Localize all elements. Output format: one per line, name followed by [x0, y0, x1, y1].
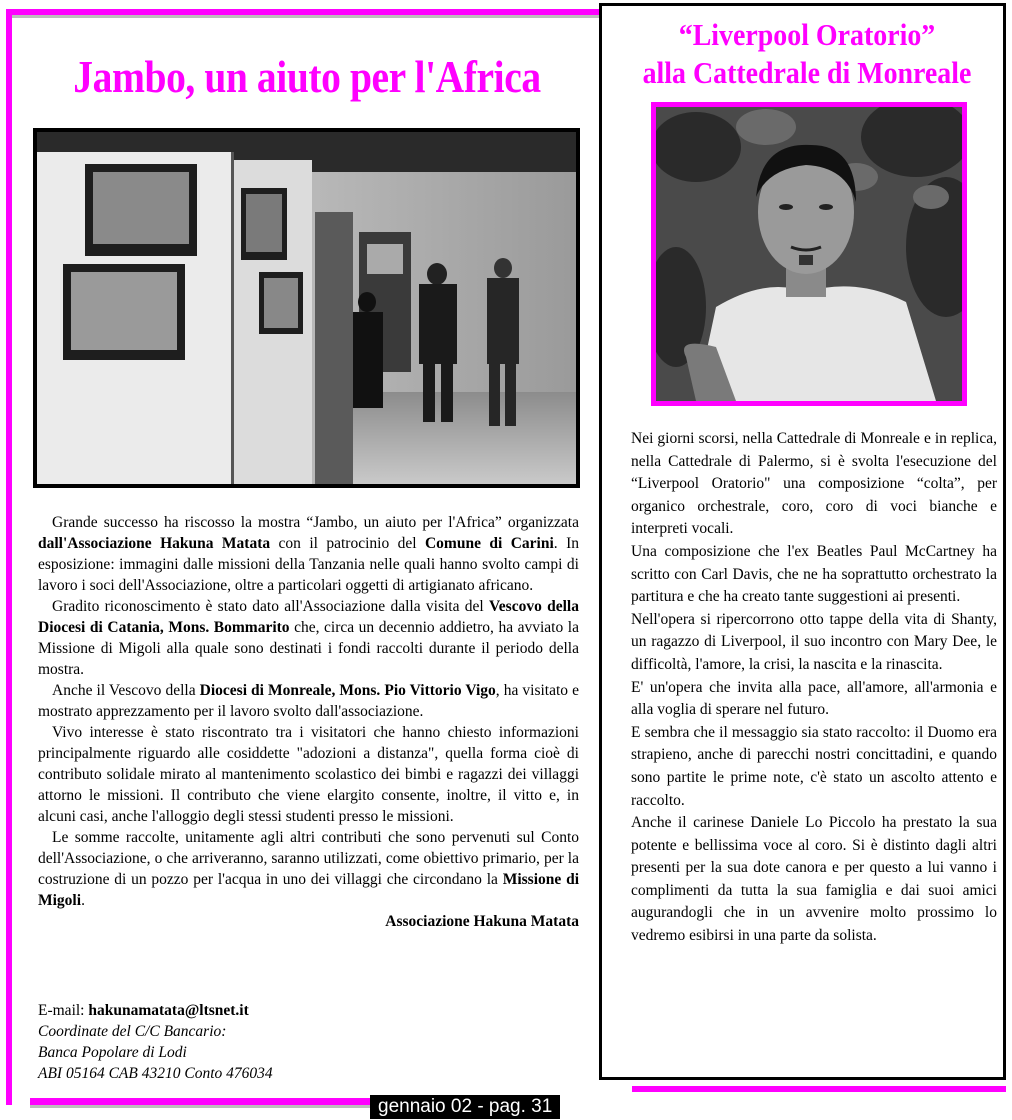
- text-run: Le somme raccolte, unitamente agli altri contributi che sono pervenuti sul Conto dell'Associazione, o che arriveranno, saranno utilizzati, come obiettivo primario, per la costruzione di un pozzo per l'acqua in uno dei villaggi che circondano la: [38, 829, 579, 888]
- bottom-rule-magenta: [30, 1098, 370, 1105]
- right-paragraph: Una composizione che l'ex Beatles Paul McCartney ha scritto con Carl Davis, che ne ha soprattutto orchestrato la partitura e che ha creato tante suggestioni ai presenti.: [631, 542, 997, 606]
- text-run: .: [81, 892, 85, 909]
- left-article-body: [38, 512, 579, 932]
- text-run: Grande successo ha riscosso la mostra “Jambo, un aiuto per l'Africa” organizzata: [52, 514, 579, 531]
- bottom-rule-magenta-right: [632, 1086, 1006, 1092]
- bank-line-3: ABI 05164 CAB 43210 Conto 476034: [38, 1065, 273, 1082]
- bank-line-2: Banca Popolare di Lodi: [38, 1044, 187, 1061]
- left-paragraph: [38, 596, 579, 680]
- bold-run: Vescovo della Diocesi di Catania, Mons. Bommarito: [38, 598, 579, 636]
- bold-run: Diocesi di Monreale, Mons. Pio Vittorio Vigo: [199, 682, 496, 699]
- bold-run: dall'Associazione Hakuna Matata: [38, 535, 271, 552]
- email-address[interactable]: hakunamatata@ltsnet.it: [88, 1002, 249, 1019]
- text-run: , ha visitato e mostrato apprezzamento per il lavoro svolto dall'associazione.: [38, 682, 579, 720]
- left-rule-magenta: [6, 9, 12, 1105]
- bottom-rule-gray: [30, 1105, 370, 1108]
- left-article-title: Jambo, un aiuto per l'Africa: [73, 51, 541, 102]
- bank-line-1: Coordinate del C/C Bancario:: [38, 1023, 227, 1040]
- top-rule-gray: [6, 15, 610, 18]
- bold-run: Comune di Carini: [424, 535, 554, 552]
- right-article-title: [632, 16, 983, 92]
- exhibition-photo: [33, 128, 580, 488]
- right-paragraph: Anche il carinese Daniele Lo Piccolo ha prestato la sua potente e bellissima voce al coro. Si è distinto dagli altri presenti per la sua dote canora e per questo a lui vanno i complimenti da tutta la sua famiglia e dai suoi amici augurandogli che in un avvenire molto prossimo lo vedremo esibirsi in una parte da solista.: [631, 814, 997, 945]
- email-line: [38, 1000, 438, 1021]
- text-run: Vivo interesse è stato riscontrato tra i visitatori che hanno chiesto informazioni principalmente riguardo alle cosiddette "adozioni a distanza", quella forma cioè di contributo solidale mirato al mantenimento scolastico dei bimbi e ragazzi dei villaggi attorno le missioni. Il contributo che viene elargito consente, inoltre, il vitto e, in alcuni casi, anche l'alloggio degli stessi studenti presso le missioni.: [38, 724, 579, 825]
- right-paragraph: E sembra che il messaggio sia stato raccolto: il Duomo era strapieno, anche di parecchi nostri concittadini, e quando sono partite le prime note, c'è stato un ascolto attento e raccolto.: [631, 723, 997, 809]
- text-run: con il patrocinio del: [270, 535, 425, 552]
- article-signature: Associazione Hakuna Matata: [385, 913, 579, 930]
- right-paragraph: Nell'opera si ripercorrono otto tappe della vita di Shanty, un ragazzo di Liverpool, il suo incontro con Mary Dee, le difficoltà, l'amore, la crisi, la nascita e la rinascita.: [631, 610, 997, 673]
- text-run: che, circa un decennio addietro, ha avviato la Missione di Migoli alla quale sono destinati i fondi raccolti durante il periodo della mostra.: [38, 619, 579, 678]
- email-label: E-mail:: [38, 1002, 89, 1019]
- right-paragraph: Nei giorni scorsi, nella Cattedrale di Monreale e in replica, nella Cattedrale di Palermo, si è svolta l'esecuzione del “Liverpool Oratorio" una composizione “colta”, per organico orchestrale, coro, coro di voci bianche e interpreti vocali.: [631, 430, 997, 538]
- text-run: . In esposizione: immagini dalle missioni della Tanzania nelle quali hanno svolto campi di lavoro i soci dell'Associazione, oltre a particolari oggetti di artigianato africano.: [38, 535, 579, 594]
- right-article-body: [631, 428, 997, 948]
- bold-run: Missione di Migoli: [38, 871, 579, 909]
- left-paragraph: [38, 722, 579, 827]
- contact-block: [38, 1000, 438, 1084]
- right-paragraph: E' un'opera che invita alla pace, all'amore, all'armonia e alla voglia di sperare nel futuro.: [631, 678, 997, 719]
- page-footer-label: gennaio 02 - pag. 31: [370, 1095, 560, 1119]
- left-paragraph: [38, 827, 579, 911]
- left-paragraph: [38, 680, 579, 722]
- text-run: Gradito riconoscimento è stato dato all'Associazione dalla visita del: [52, 598, 490, 615]
- right-title-line-1: “Liverpool Oratorio”: [678, 17, 936, 52]
- left-paragraph: [38, 512, 579, 596]
- text-run: Anche il Vescovo della: [52, 682, 200, 699]
- right-title-line-2: alla Cattedrale di Monreale: [642, 55, 972, 90]
- portrait-photo: [651, 102, 967, 406]
